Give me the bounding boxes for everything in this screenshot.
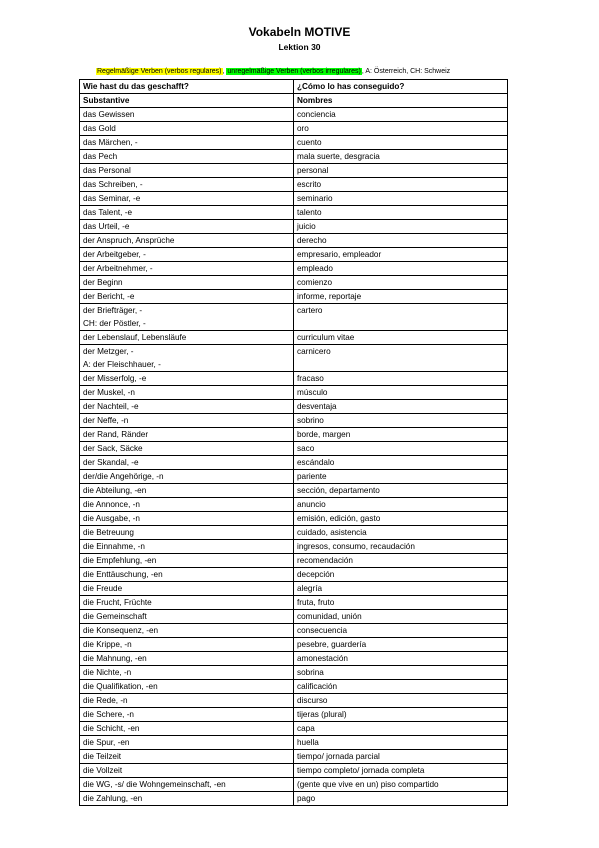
section-row (80, 94, 508, 108)
german-term: das Talent, -e (80, 206, 294, 220)
german-term: die Schicht, -en (80, 722, 294, 736)
german-term: die Krippe, -n (80, 638, 294, 652)
table-row (80, 708, 508, 722)
table-row (80, 345, 508, 372)
german-term (80, 304, 294, 331)
table-row (80, 136, 508, 150)
table-row (80, 582, 508, 596)
table-row (80, 428, 508, 442)
table-row (80, 331, 508, 345)
legend (96, 67, 450, 77)
spanish-term: ingresos, consumo, recaudación (294, 540, 508, 554)
german-term: die Gemeinschaft (80, 610, 294, 624)
german-term: der Nachteil, -e (80, 400, 294, 414)
german-term: das Schreiben, - (80, 178, 294, 192)
german-term: der Neffe, -n (80, 414, 294, 428)
spanish-term: recomendación (294, 554, 508, 568)
german-term: der Arbeitgeber, - (80, 248, 294, 262)
table-row (80, 638, 508, 652)
german-term: der Beginn (80, 276, 294, 290)
table-header-row (80, 80, 508, 94)
table-row (80, 220, 508, 234)
german-term: die Enttäuschung, -en (80, 568, 294, 582)
german-term: der Rand, Ränder (80, 428, 294, 442)
german-term: der Bericht, -e (80, 290, 294, 304)
spanish-term: amonestación (294, 652, 508, 666)
spanish-term: comunidad, unión (294, 610, 508, 624)
table-row (80, 456, 508, 470)
spanish-term: mala suerte, desgracia (294, 150, 508, 164)
german-term: der Lebenslauf, Lebensläufe (80, 331, 294, 345)
german-term-line: der Metzger, - (83, 347, 134, 356)
spanish-term: sección, departamento (294, 484, 508, 498)
table-row (80, 512, 508, 526)
german-term: der Misserfolg, -e (80, 372, 294, 386)
spanish-term: consecuencia (294, 624, 508, 638)
spanish-term: pesebre, guardería (294, 638, 508, 652)
table-row (80, 122, 508, 136)
german-term: die WG, -s/ die Wohngemeinschaft, -en (80, 778, 294, 792)
spanish-term: tiempo completo/ jornada completa (294, 764, 508, 778)
german-term: die Rede, -n (80, 694, 294, 708)
spanish-term: derecho (294, 234, 508, 248)
table-row (80, 262, 508, 276)
spanish-term: talento (294, 206, 508, 220)
legend-separator: , (222, 68, 227, 75)
spanish-term: cuento (294, 136, 508, 150)
spanish-term: pago (294, 792, 508, 806)
legend-regions: , A: Österreich, CH: Schweiz (361, 68, 451, 75)
lesson-number: 30 (311, 42, 321, 52)
table-row (80, 722, 508, 736)
german-term: das Urteil, -e (80, 220, 294, 234)
table-row (80, 248, 508, 262)
german-term: das Pech (80, 150, 294, 164)
german-term: das Seminar, -e (80, 192, 294, 206)
german-term: das Märchen, - (80, 136, 294, 150)
german-term: die Zahlung, -en (80, 792, 294, 806)
german-term: das Gold (80, 122, 294, 136)
german-term (80, 345, 294, 372)
table-row (80, 484, 508, 498)
table-row (80, 414, 508, 428)
german-term-variant: CH: der Pöstler, - (83, 319, 146, 328)
table-row (80, 610, 508, 624)
german-term: die Abteilung, -en (80, 484, 294, 498)
table-row (80, 108, 508, 122)
spanish-term: decepción (294, 568, 508, 582)
spanish-term: discurso (294, 694, 508, 708)
german-term: der Anspruch, Ansprüche (80, 234, 294, 248)
spanish-term: escándalo (294, 456, 508, 470)
german-term: der Muskel, -n (80, 386, 294, 400)
table-row (80, 372, 508, 386)
section-spanish: Nombres (294, 94, 508, 108)
spanish-term: desventaja (294, 400, 508, 414)
table-row (80, 304, 508, 331)
german-term: die Vollzeit (80, 764, 294, 778)
spanish-term: fracaso (294, 372, 508, 386)
spanish-term: tiempo/ jornada parcial (294, 750, 508, 764)
spanish-term: curriculum vitae (294, 331, 508, 345)
spanish-term: empresario, empleador (294, 248, 508, 262)
header-spanish: ¿Cómo lo has conseguido? (294, 80, 508, 94)
spanish-term: oro (294, 122, 508, 136)
spanish-term: emisión, edición, gasto (294, 512, 508, 526)
spanish-term: seminario (294, 192, 508, 206)
german-term: die Teilzeit (80, 750, 294, 764)
table-row (80, 554, 508, 568)
table-row (80, 150, 508, 164)
german-term: die Konsequenz, -en (80, 624, 294, 638)
german-term: die Nichte, -n (80, 666, 294, 680)
table-row (80, 400, 508, 414)
table-row (80, 694, 508, 708)
spanish-term: sobrina (294, 666, 508, 680)
spanish-term: informe, reportaje (294, 290, 508, 304)
table-row (80, 778, 508, 792)
table-row (80, 276, 508, 290)
spanish-term: alegría (294, 582, 508, 596)
table-row (80, 624, 508, 638)
german-term: der Arbeitnehmer, - (80, 262, 294, 276)
spanish-term: conciencia (294, 108, 508, 122)
german-term: die Spur, -en (80, 736, 294, 750)
table-row (80, 680, 508, 694)
table-row (80, 206, 508, 220)
german-term: die Mahnung, -en (80, 652, 294, 666)
spanish-term: fruta, fruto (294, 596, 508, 610)
table-row (80, 792, 508, 806)
table-row (80, 666, 508, 680)
vocabulary-table (79, 79, 508, 806)
german-term: die Empfehlung, -en (80, 554, 294, 568)
table-row (80, 498, 508, 512)
german-term: die Einnahme, -n (80, 540, 294, 554)
spanish-term: personal (294, 164, 508, 178)
german-term-variant: A: der Fleischhauer, - (83, 360, 161, 369)
table-row (80, 192, 508, 206)
german-term: der Sack, Säcke (80, 442, 294, 456)
table-row (80, 764, 508, 778)
table-row (80, 234, 508, 248)
spanish-term: empleado (294, 262, 508, 276)
table-row (80, 442, 508, 456)
spanish-term: juicio (294, 220, 508, 234)
lesson-label: Lektion (278, 42, 312, 52)
spanish-term: huella (294, 736, 508, 750)
spanish-term: cartero (294, 304, 508, 331)
german-term: die Annonce, -n (80, 498, 294, 512)
table-row (80, 526, 508, 540)
german-term: die Frucht, Früchte (80, 596, 294, 610)
spanish-term: pariente (294, 470, 508, 484)
spanish-term: tijeras (plural) (294, 708, 508, 722)
section-german: Substantive (80, 94, 294, 108)
table-row (80, 736, 508, 750)
german-term: das Personal (80, 164, 294, 178)
legend-regular-verbs: Regelmäßige Verben (verbos regulares) (97, 68, 222, 75)
spanish-term: capa (294, 722, 508, 736)
german-term: das Gewissen (80, 108, 294, 122)
german-term-line: der Briefträger, - (83, 306, 143, 315)
header-german: Wie hast du das geschafft? (80, 80, 294, 94)
spanish-term: borde, margen (294, 428, 508, 442)
spanish-term: escrito (294, 178, 508, 192)
table-row (80, 470, 508, 484)
spanish-term: cuidado, asistencia (294, 526, 508, 540)
table-row (80, 178, 508, 192)
german-term: die Ausgabe, -n (80, 512, 294, 526)
german-term: die Schere, -n (80, 708, 294, 722)
table-row (80, 290, 508, 304)
document-title: Vokabeln MOTIVE (248, 25, 351, 39)
table-row (80, 386, 508, 400)
spanish-term: anuncio (294, 498, 508, 512)
spanish-term: músculo (294, 386, 508, 400)
table-row (80, 596, 508, 610)
german-term: die Qualifikation, -en (80, 680, 294, 694)
spanish-term: saco (294, 442, 508, 456)
table-row (80, 568, 508, 582)
table-row (80, 750, 508, 764)
spanish-term: carnicero (294, 345, 508, 372)
legend-irregular-verbs: unregelmäßige Verben (verbos irregulares) (227, 68, 361, 75)
lesson-subtitle (0, 42, 599, 52)
spanish-term: sobrino (294, 414, 508, 428)
german-term: die Betreuung (80, 526, 294, 540)
table-row (80, 164, 508, 178)
german-term: der Skandal, -e (80, 456, 294, 470)
german-term: die Freude (80, 582, 294, 596)
german-term: der/die Angehörige, -n (80, 470, 294, 484)
table-row (80, 540, 508, 554)
spanish-term: (gente que vive en un) piso compartido (294, 778, 508, 792)
spanish-term: comienzo (294, 276, 508, 290)
table-row (80, 652, 508, 666)
spanish-term: calificación (294, 680, 508, 694)
